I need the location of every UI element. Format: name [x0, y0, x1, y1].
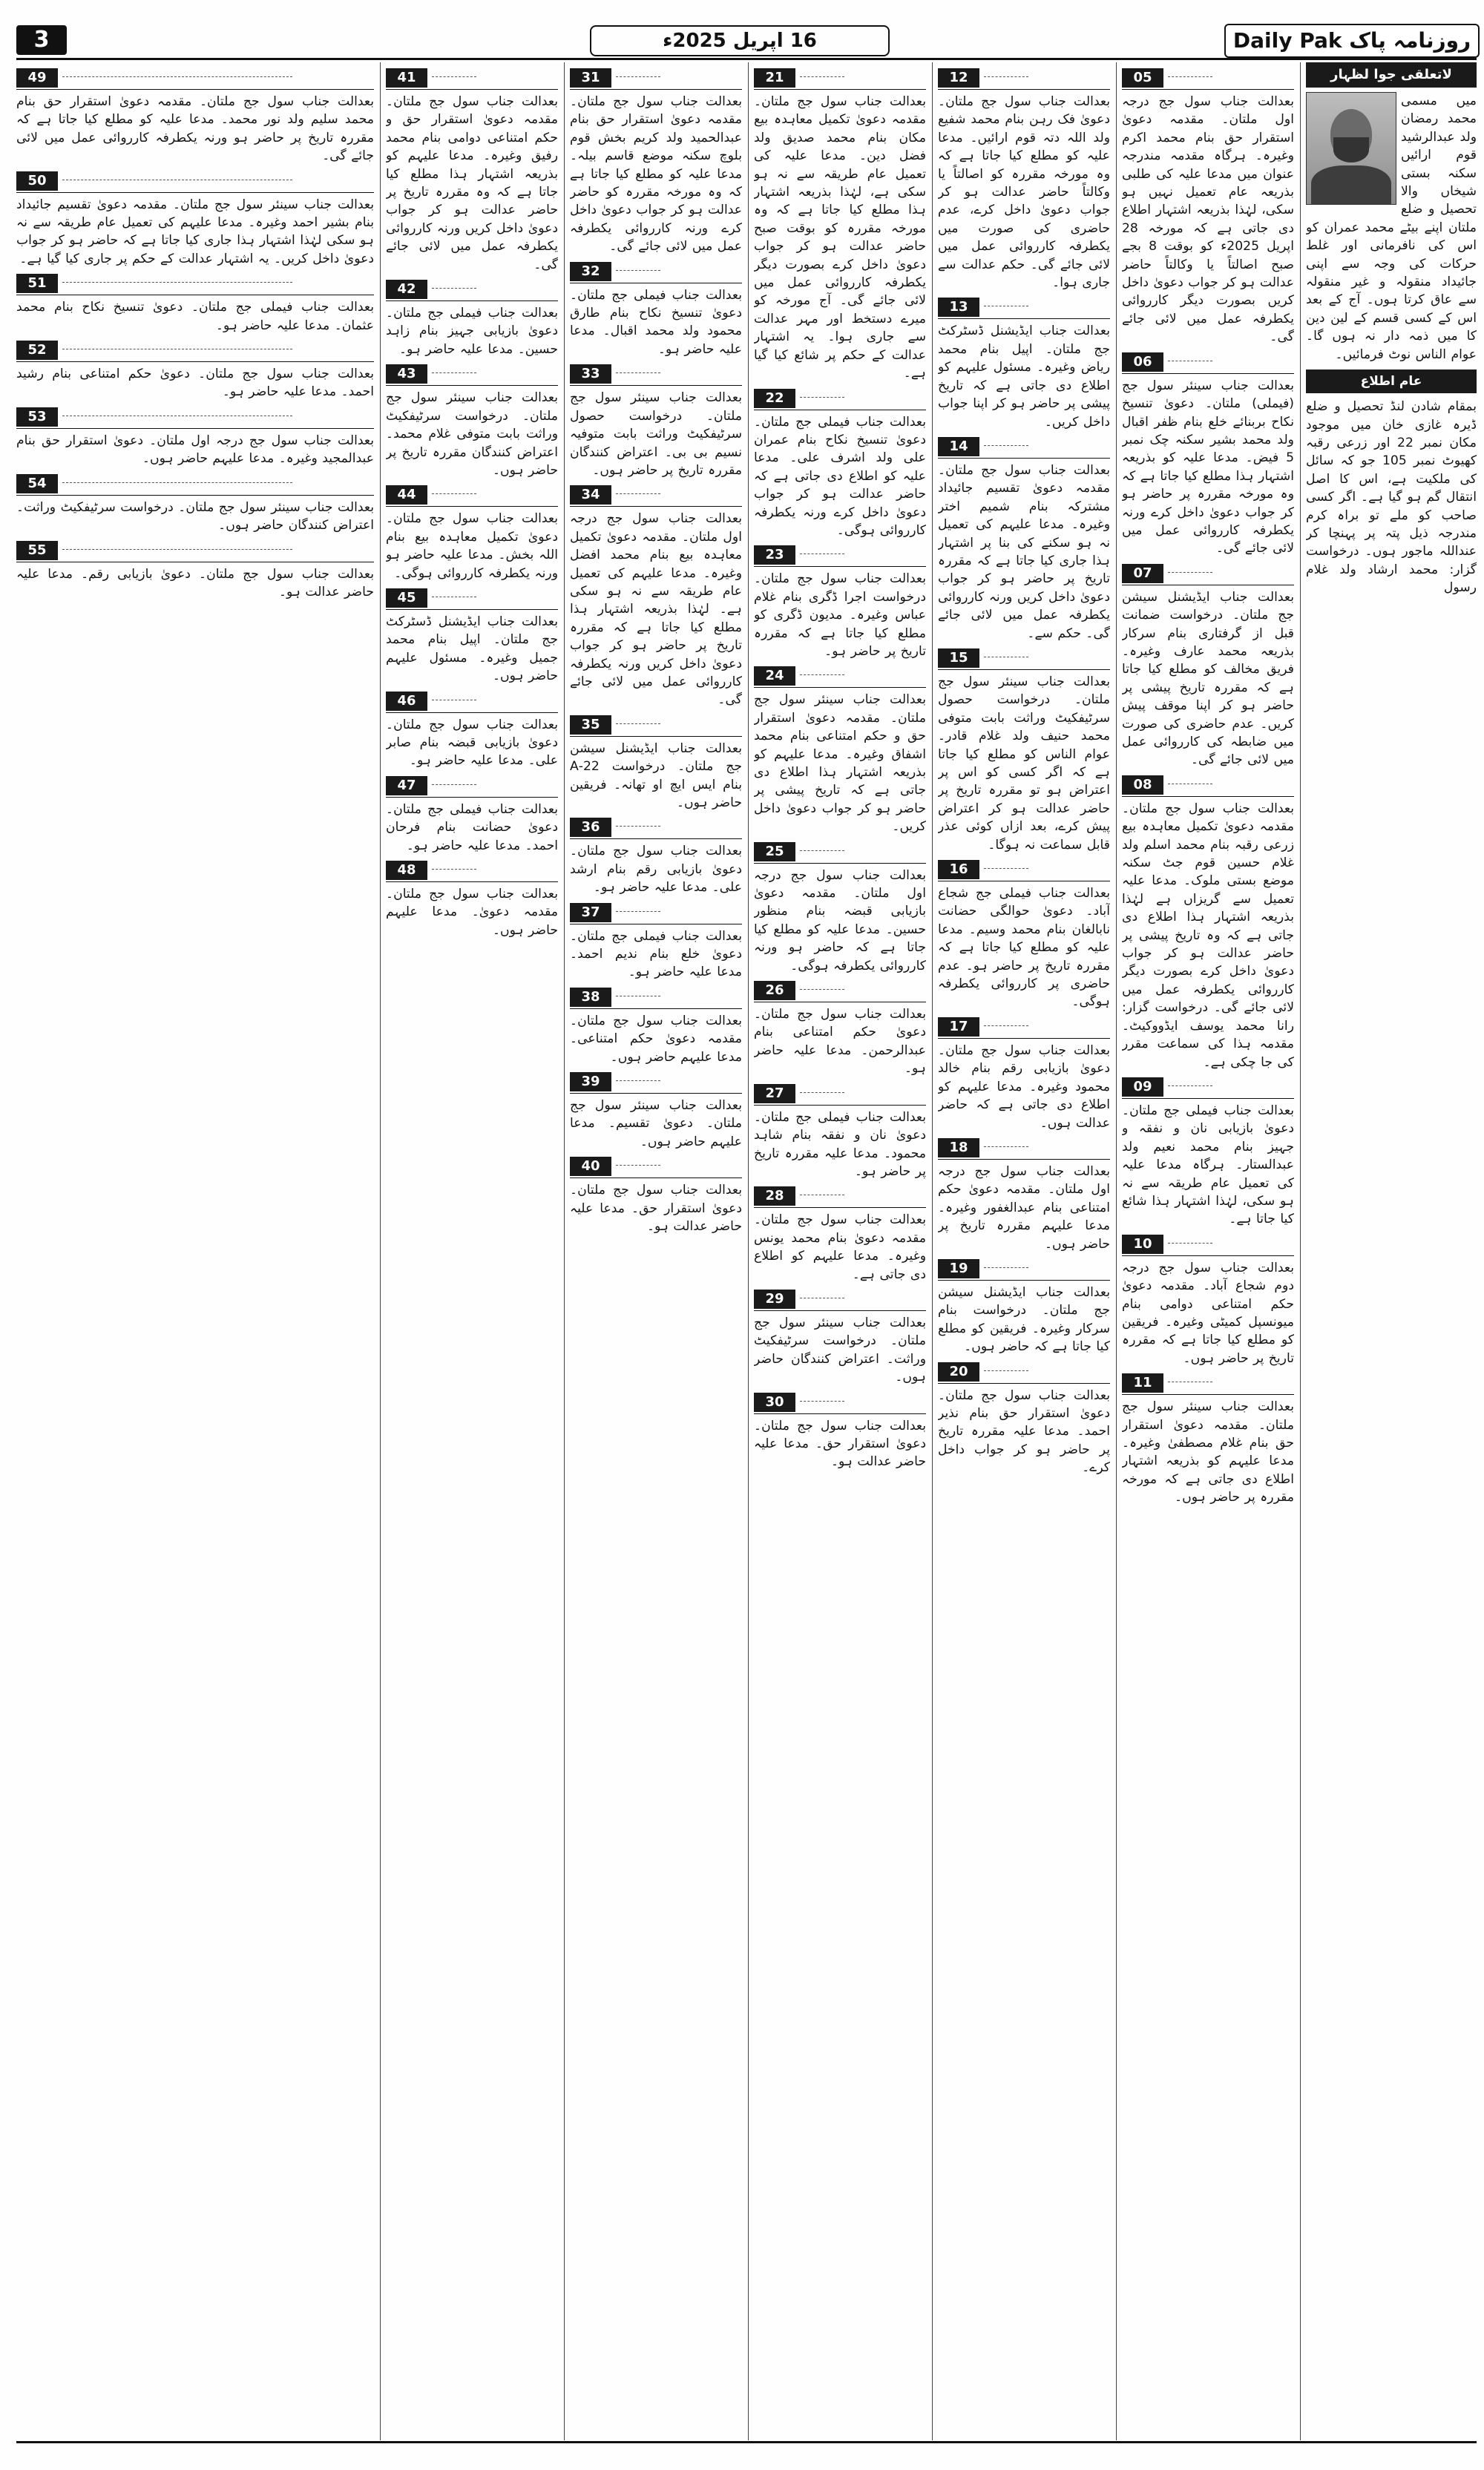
notice-header: [16, 473, 374, 496]
notice-text: بعدالت جناب فیملی جج ملتان۔ دعویٰ تنسیخ نکاح بنام طارق محمود ولد محمد اقبال۔ مدعا علیہ حاضر ہو۔: [570, 287, 742, 357]
notice-number: 33: [570, 364, 611, 384]
notice-block: [1122, 351, 1294, 558]
notice-header: [1122, 774, 1294, 797]
notice-number: 23: [754, 545, 795, 565]
notice-block: [570, 484, 742, 709]
header-dashes: [800, 76, 844, 77]
notice-text: بعدالت جناب سینئر سول جج ملتان۔ درخواست سرٹیفکیٹ وراثت۔ اعتراض کنندگان حاضر ہوں۔: [16, 499, 374, 533]
notice-text: بعدالت جناب فیملی جج شجاع آباد۔ دعویٰ حوالگی حضانت نابالغان بنام محمد وسیم۔ مدعا علیہ کو مطلع کیا جاتا ہے کہ مقررہ تاریخ پر حاضر ہو۔ عدم حاضری پر کارروائی یکطرفہ ہوگی۔: [938, 886, 1110, 1010]
notice-header: [386, 278, 558, 301]
notice-header: [754, 1288, 926, 1311]
header-dashes: [616, 826, 660, 827]
notice-header: [938, 1258, 1110, 1281]
header-dashes: [1168, 572, 1212, 573]
notice-header: [570, 1071, 742, 1094]
notice-block: [938, 1016, 1110, 1132]
notice-number: 27: [754, 1084, 795, 1103]
notice-header: [386, 67, 558, 90]
notice-block: [570, 986, 742, 1066]
notice-header: [938, 1137, 1110, 1160]
notice-block: [386, 587, 558, 686]
column-divider: [932, 62, 933, 2440]
sidebar-column: [1306, 62, 1477, 2440]
notice-header: [570, 714, 742, 737]
notice-header: [16, 339, 374, 362]
notice-number: 22: [754, 389, 795, 408]
header-dashes: [616, 76, 660, 77]
notice-text: بعدالت جناب سینئر سول جج (فیملی) ملتان۔ دعویٰ تنسیخ نکاح بربنائے خلع بنام ظفر اقبال ولد محمد بشیر سکنہ چک نمبر 5 فیض۔ مدعا علیہ کو بذریعہ اشتہار ہذا مطلع کیا جاتا ہے کہ وہ مورخہ مقررہ پر حاضر ہو کر جواب دعویٰ داخل کرے ورنہ یکطرفہ کارروائی عمل میں لائی جائے گی۔: [1122, 378, 1294, 556]
header-dashes: [62, 482, 292, 483]
header-dashes: [984, 445, 1028, 446]
notice-block: [570, 1071, 742, 1151]
header-dashes: [1168, 1085, 1212, 1086]
notice-text: بعدالت جناب سول جج ملتان۔ مقدمہ دعویٰ حکم امتناعی۔ مدعا علیہم حاضر ہوں۔: [570, 1013, 742, 1065]
header-dashes: [432, 869, 476, 870]
notice-number: 35: [570, 715, 611, 735]
notice-header: [570, 986, 742, 1009]
notice-block: [16, 272, 374, 335]
notice-block: [386, 690, 558, 770]
notice-number: 38: [570, 988, 611, 1007]
notice-header: [570, 67, 742, 90]
notice-number: 37: [570, 903, 611, 922]
column-6: [16, 62, 374, 2440]
notice-text: بمقام شادن لنڈ تحصیل و ضلع ڈیرہ غازی خان میں موجود مکان نمبر 22 اور زرعی رقبہ کھیوٹ نمبر 105 جو کہ سائل کی ملکیت ہے، اس کا اصل انتقال گم ہو گیا ہے۔ اگر کسی صاحب کو ملے تو براہ کرم مندرجہ ذیل پتہ پر پہنچا کر عنداللہ ماجور ہوں۔ درخواست گزار: محمد ارشاد ولد غلام رسول: [1306, 399, 1477, 596]
notice-number: 47: [386, 776, 427, 795]
notice-header: [1122, 67, 1294, 90]
notice-label: عام اطلاع: [1306, 369, 1477, 393]
notice-number: 07: [1122, 564, 1163, 583]
notice-block: [754, 1185, 926, 1284]
notice-text: بعدالت جناب سینئر سول جج ملتان۔ مقدمہ دعویٰ استقرار حق بنام غلام مصطفیٰ وغیرہ۔ مدعا علیہم کو بذریعہ اشتہار اطلاع دی جاتی ہے کہ مورخہ مقررہ پر حاضر ہوں۔: [1122, 1399, 1294, 1505]
page-number: 3: [16, 25, 67, 55]
notice-text: بعدالت جناب سول جج ملتان۔ مقدمہ دعویٰ تکمیل معاہدہ بیع مکان بنام محمد صدیق ولد فضل دین۔ مدعا علیہ کی تعمیل عام طریقہ سے نہ ہو سکی ہے، لہٰذا بذریعہ اشتہار ہذا مطلع کیا جاتا ہے کہ وہ مورخہ مقررہ کو بوقت صبح حاضر عدالت ہو کر جواب دعویٰ داخل کرے بصورت دیگر یکطرفہ کارروائی عمل میں لائی جائے گی۔ آج مورخہ کو میرے دستخط اور مہر عدالت سے جاری ہوا۔ یہ اشتہار عدالت کے حکم پر شائع کیا گیا ہے۔: [754, 94, 926, 381]
notice-text: بعدالت جناب سول جج ملتان۔ دعویٰ بازیابی رقم۔ مدعا علیہ حاضر عدالت ہو۔: [16, 566, 374, 600]
notice-block: [16, 539, 374, 602]
header-dashes: [432, 372, 476, 373]
notice-header: [570, 816, 742, 839]
page-header: [0, 0, 1484, 58]
notice-text: بعدالت جناب فیملی جج ملتان۔ دعویٰ حضانت بنام فرحان احمد۔ مدعا علیہ حاضر ہو۔: [386, 801, 558, 853]
notice-number: 51: [16, 274, 58, 293]
header-dashes: [616, 270, 660, 271]
notice-text: بعدالت جناب فیملی جج ملتان۔ دعویٰ تنسیخ نکاح بنام عمران علی ولد اشرف علی۔ مدعا علیہ کو اطلاع دی جاتی ہے کہ حاضر عدالت ہو کر جواب دعویٰ داخل کرے ورنہ یکطرفہ کارروائی ہوگی۔: [754, 414, 926, 538]
notice-header: [938, 647, 1110, 670]
header-dashes: [62, 76, 292, 77]
notice-number: 46: [386, 692, 427, 711]
portrait-photo: [1306, 92, 1396, 205]
notice-number: 53: [16, 407, 58, 427]
notice-block: [754, 665, 926, 835]
notice-header: [754, 1391, 926, 1414]
header-dashes: [1168, 1243, 1212, 1244]
notice-header: [16, 406, 374, 429]
notice-header: [570, 363, 742, 386]
notice-header: [386, 859, 558, 882]
notice-number: 54: [16, 474, 58, 493]
notice-text: بعدالت جناب فیملی جج ملتان۔ دعویٰ بازیابی جہیز بنام زاہد حسین۔ مدعا علیہ حاضر ہو۔: [386, 306, 558, 357]
notice-header: [570, 901, 742, 924]
notice-number: 41: [386, 68, 427, 88]
header-rule: [16, 58, 1477, 60]
header-dashes: [984, 76, 1028, 77]
header-dashes: [800, 1092, 844, 1093]
notice-number: 13: [938, 298, 979, 317]
column-divider: [748, 62, 749, 2440]
notice-text: بعدالت جناب سول جج ملتان۔ مقدمہ دعویٰ بنام محمد یونس وغیرہ۔ مدعا علیہم کو اطلاع دی جاتی ہے۔: [754, 1212, 926, 1282]
notice-block: [570, 260, 742, 359]
notice-text: بعدالت جناب سینئر سول جج ملتان۔ درخواست سرٹیفکیٹ وراثت۔ اعتراض کنندگان حاضر ہوں۔: [754, 1315, 926, 1385]
notice-text: بعدالت جناب سینئر سول جج ملتان۔ مقدمہ دعویٰ استقرار حق و حکم امتناعی بنام محمد اشفاق وغیرہ۔ مدعا علیہم کو بذریعہ اشتہار ہذا اطلاع دی جاتی ہے کہ تاریخ پیشی پر حاضر ہو کر جواب دعویٰ داخل کریں۔: [754, 692, 926, 835]
notice-header: [938, 858, 1110, 881]
notice-text: بعدالت جناب سول جج ملتان۔ مقدمہ دعویٰ استقرار حق بنام عبدالحمید ولد کریم بخش قوم بلوچ سکنہ موضع قاسم بیلہ۔ مدعا علیہ کو مطلع کیا جاتا ہے کہ وہ مورخہ مقررہ کو حاضر عدالت ہو کر جواب دعویٰ داخل کرے ورنہ کارروائی یکطرفہ عمل میں لائی جائے گی۔: [570, 94, 742, 254]
notice-header: [1122, 1233, 1294, 1256]
notice-text: بعدالت جناب سول جج درجہ اول ملتان۔ مقدمہ دعویٰ بازیابی قبضہ بنام منظور حسین۔ مدعا علیہ کو مطلع کیا جاتا ہے کہ حاضر ہو ورنہ کارروائی یکطرفہ ہوگی۔: [754, 867, 926, 973]
notice-header: [938, 67, 1110, 90]
notice-block: [754, 67, 926, 383]
notice-header: [570, 484, 742, 507]
notice-header: [16, 170, 374, 193]
header-dashes: [432, 493, 476, 494]
notice-number: 18: [938, 1138, 979, 1157]
notice-number: 29: [754, 1290, 795, 1309]
notice-number: 15: [938, 648, 979, 668]
notice-number: 43: [386, 364, 427, 384]
notice-block: [1122, 1233, 1294, 1367]
notice-text: بعدالت جناب سول جج ملتان۔ مقدمہ دعویٰ تقسیم جائیداد مشترکہ بنام شمیم اختر وغیرہ۔ مدعا علیہم کی تعمیل نہ ہو سکنے کی بنا پر اشتہار ہذا جاری کیا جاتا ہے کہ مقررہ تاریخ پر حاضر ہو کر جواب دعویٰ داخل کریں ورنہ کارروائی یکطرفہ عمل میں لائی جائے گی۔ حکم سے۔: [938, 462, 1110, 641]
column-5: [386, 62, 558, 2440]
notice-block: [386, 775, 558, 855]
notice-block: [754, 387, 926, 540]
header-dashes: [616, 1080, 660, 1081]
notice-header: [754, 1083, 926, 1106]
notice-text: بعدالت جناب سول جج درجہ اول ملتان۔ مقدمہ دعویٰ حکم امتناعی بنام عبدالغفور وغیرہ۔ مدعا علیہم مقررہ تاریخ پر حاضر ہوں۔: [938, 1163, 1110, 1252]
notice-header: [754, 1185, 926, 1208]
notice-block: [754, 1288, 926, 1387]
notice-text: بعدالت جناب سول جج ملتان۔ دعویٰ استقرار حق۔ مدعا علیہ حاضر عدالت ہو۔: [570, 1183, 742, 1235]
notice-number: 09: [1122, 1077, 1163, 1097]
notice-header: [754, 387, 926, 410]
header-dashes: [800, 397, 844, 398]
notice-text: بعدالت جناب فیملی جج ملتان۔ دعویٰ تنسیخ نکاح بنام محمد عثمان۔ مدعا علیہ حاضر ہو۔: [16, 300, 374, 333]
notice-number: 42: [386, 280, 427, 299]
notice-block: [16, 67, 374, 165]
notice-block: [386, 484, 558, 582]
masthead: روزنامہ پاک Daily Pak: [1224, 24, 1480, 58]
notice-text: بعدالت جناب سینئر سول جج ملتان۔ درخواست حصول سرٹیفکیٹ وراثت بابت متوفی محمد حنیف ولد غلام قادر۔ عوام الناس کو مطلع کیا جاتا ہے کہ اگر کسی کو اس پر اعتراض ہو تو مقررہ تاریخ پر حاضر عدالت ہو کر اعتراض پیش کرے، بعد ازاں کوئی عذر قابل سماعت نہ ہوگا۔: [938, 674, 1110, 853]
notice-text: بعدالت جناب سول جج ملتان۔ دعویٰ استقرار حق۔ مدعا علیہ حاضر عدالت ہو۔: [754, 1418, 926, 1470]
notice-text: بعدالت جناب سول جج ملتان۔ دعویٰ بازیابی رقم بنام خالد محمود وغیرہ۔ مدعا علیہم کو اطلاع دی جاتی ہے کہ حاضر عدالت ہوں۔: [938, 1042, 1110, 1131]
notice-number: 14: [938, 437, 979, 456]
notice-text: بعدالت جناب سینئر سول جج ملتان۔ درخواست حصول سرٹیفکیٹ وراثت بابت متوفیہ نسیم بی بی۔ اعتراض کنندگان مقررہ تاریخ پر حاضر ہوں۔: [570, 390, 742, 478]
header-dashes: [616, 723, 660, 724]
header-dashes: [616, 493, 660, 494]
notice-block: [938, 1258, 1110, 1356]
notice-number: 10: [1122, 1235, 1163, 1254]
notice-number: 40: [570, 1157, 611, 1176]
notice-text: بعدالت جناب ایڈیشنل ڈسٹرکٹ جج ملتان۔ اپیل بنام محمد ریاض وغیرہ۔ مسئول علیہم کو اطلاع دی جاتی ہے کہ تاریخ پیشی پر حاضر ہو کر اپنا جواب داخل کریں۔: [938, 323, 1110, 430]
notice-block: [1122, 562, 1294, 769]
notice-text: بعدالت جناب فیملی جج ملتان۔ دعویٰ نان و نفقہ بنام شاہد محمود۔ مدعا علیہ مقررہ تاریخ پر حاضر ہو۔: [754, 1109, 926, 1179]
column-3: [754, 62, 926, 2440]
notice-header: [570, 260, 742, 283]
notice-number: 19: [938, 1259, 979, 1278]
header-dashes: [616, 911, 660, 912]
notice-block: [570, 67, 742, 256]
notice-number: 50: [16, 171, 58, 191]
notice-block: [386, 363, 558, 479]
notice-block: [754, 979, 926, 1078]
notice-number: 39: [570, 1072, 611, 1091]
notice-header: [16, 67, 374, 90]
header-dashes: [616, 1165, 660, 1166]
notice-number: 11: [1122, 1373, 1163, 1393]
notice-header: [1122, 562, 1294, 585]
column-4: [570, 62, 742, 2440]
notice-text: بعدالت جناب ایڈیشنل ڈسٹرکٹ جج ملتان۔ اپیل بنام محمد جمیل وغیرہ۔ مسئول علیہم حاضر ہوں۔: [386, 614, 558, 684]
notice-number: 34: [570, 485, 611, 505]
notice-text: بعدالت جناب سول جج ملتان۔ دعویٰ بازیابی رقم بنام ارشد علی۔ مدعا علیہ حاضر ہو۔: [570, 844, 742, 896]
notice-text: بعدالت جناب سول جج ملتان۔ دعویٰ تکمیل معاہدہ بیع بنام اللہ بخش۔ مدعا علیہ حاضر ہو ورنہ یکطرفہ کارروائی ہوگی۔: [386, 511, 558, 581]
notice-number: 44: [386, 485, 427, 505]
notice-block: [570, 816, 742, 896]
notice-block: [570, 363, 742, 479]
issue-date: 16 اپریل 2025ء: [590, 25, 890, 56]
notice-text: بعدالت جناب سول جج ملتان۔ مقدمہ دعویٰ استقرار حق و حکم امتناعی دوامی بنام محمد رفیق وغیرہ۔ مدعا علیہم کو بذریعہ اشتہار ہذا مطلع کیا جاتا ہے کہ وہ مقررہ تاریخ پر حاضر عدالت ہو کر جواب دعویٰ داخل کریں ورنہ کارروائی یکطرفہ عمل میں لائی جائے گی۔: [386, 94, 558, 272]
notice-text: بعدالت جناب فیملی جج ملتان۔ دعویٰ بازیابی نان و نفقہ و جہیز بنام محمد نعیم ولد عبدالستار۔ ہرگاہ مدعا علیہ کی تعمیل عام طریقہ سے نہ ہو سکی، لہٰذا اشتہار ہذا شائع کیا جاتا ہے۔: [1122, 1103, 1294, 1227]
notice-header: [386, 587, 558, 610]
header-dashes: [800, 1401, 844, 1402]
column-divider: [1300, 62, 1301, 2440]
column-divider: [1116, 62, 1117, 2440]
notice-number: 48: [386, 861, 427, 880]
notice-header: [386, 690, 558, 713]
footer-rule: [16, 2441, 1477, 2443]
notice-block: [16, 473, 374, 535]
header-dashes: [800, 989, 844, 990]
notice-header: [570, 1155, 742, 1178]
header-dashes: [800, 850, 844, 851]
notice-text: بعدالت جناب سول جج ملتان۔ مقدمہ دعویٰ استقرار حق بنام محمد سلیم ولد نور محمد۔ مدعا علیہ کو مطلع کیا جاتا ہے کہ مقررہ تاریخ پر حاضر ہو ورنہ یکطرفہ کارروائی عمل میں لائی جائے گی۔: [16, 94, 374, 164]
notice-number: 25: [754, 842, 795, 861]
notice-number: 49: [16, 68, 58, 88]
column-1: [1122, 62, 1294, 2440]
notice-block: [754, 544, 926, 660]
notice-block: [754, 841, 926, 975]
header-dashes: [432, 784, 476, 785]
notice-header: [754, 979, 926, 1002]
notice-number: 08: [1122, 775, 1163, 795]
column-divider: [564, 62, 565, 2440]
notice-block: [938, 296, 1110, 430]
notice-number: 21: [754, 68, 795, 88]
notice-block: [754, 1391, 926, 1471]
notice-header: [938, 436, 1110, 459]
notice-header: [938, 296, 1110, 319]
notice-header: [754, 841, 926, 864]
header-dashes: [984, 1146, 1028, 1147]
notice-text: بعدالت جناب ایڈیشنل سیشن جج ملتان۔ درخواست ضمانت قبل از گرفتاری بنام سرکار بذریعہ محمد عارف وغیرہ۔ فریق مخالف کو مطلع کیا جاتا ہے کہ مقررہ تاریخ پیشی پر حاضر ہو کر اپنا موقف پیش کریں۔ عدم حاضری کی صورت میں ضابطہ کی کارروائی عمل میں لائی جائے گی۔: [1122, 589, 1294, 768]
header-dashes: [984, 1370, 1028, 1371]
notice-block: [938, 1137, 1110, 1253]
notice-block: [938, 436, 1110, 643]
notice-number: 17: [938, 1017, 979, 1037]
notice-text: بعدالت جناب سول جج ملتان۔ دعویٰ فک رہن بنام محمد شفیع ولد اللہ دتہ قوم ارائیں۔ مدعا علیہ کو مطلع کیا جاتا ہے کہ وہ مورخہ مقررہ کو اصالتاً یا وکالتاً حاضر عدالت ہو کر جواب دعویٰ داخل کرے، عدم حاضری کی صورت میں یکطرفہ کارروائی عمل میں لائی جائے گی۔ حکم عدالت سے جاری ہوا۔: [938, 94, 1110, 291]
notice-block: [754, 1083, 926, 1181]
notice-number: 52: [16, 341, 58, 360]
sidebar-text: میں مسمی محمد رمضان ولد عبدالرشید قوم ارائیں سکنہ بستی شیخاں والا تحصیل و ضلع ملتان اپنے بیٹے محمد عمران کو اس کی نافرمانی اور غلط حرکات کی وجہ سے اپنی جائیداد منقولہ و غیر منقولہ سے عاق کرتا ہوں۔ آج کے بعد اس کے کسی قسم کے لین دین کا میں ذمہ دار نہ ہوں گا۔ عوام الناس نوٹ فرمائیں۔: [1306, 93, 1477, 362]
notice-header: [386, 363, 558, 386]
notice-block: [16, 170, 374, 269]
notice-block: [938, 67, 1110, 292]
notice-header: [1122, 351, 1294, 374]
notice-header: [754, 544, 926, 567]
notice-block: [938, 647, 1110, 854]
notice-text: بعدالت جناب سول جج ملتان۔ دعویٰ حکم امتناعی بنام رشید احمد۔ مدعا علیہ حاضر ہو۔: [16, 367, 374, 400]
notice-text: بعدالت جناب سول جج درجہ دوم شجاع آباد۔ مقدمہ دعویٰ حکم امتناعی دوامی بنام میونسپل کمیٹی وغیرہ۔ فریقین کو مطلع کیا جاتا ہے کہ مقررہ تاریخ پر حاضر ہوں۔: [1122, 1260, 1294, 1366]
notice-block: [1122, 1372, 1294, 1506]
notice-block: [570, 901, 742, 982]
notice-text: بعدالت جناب سینئر سول جج ملتان۔ مقدمہ دعویٰ تقسیم جائیداد بنام بشیر احمد وغیرہ۔ مدعا علیہم کی تعمیل عام طریقہ سے نہ ہو سکی لہٰذا اشتہار ہذا جاری کیا جاتا ہے کہ حاضر ہو کر جواب دعویٰ داخل کریں۔ یہ اشتہار عدالت کے حکم پر جاری کیا گیا ہے۔: [16, 197, 374, 266]
notice-header: [938, 1016, 1110, 1039]
notice-block: [938, 1361, 1110, 1477]
notice-text: بعدالت جناب سول جج ملتان۔ مقدمہ دعویٰ تکمیل معاہدہ بیع زرعی رقبہ بنام محمد اسلم ولد غلام حسین قوم جٹ سکنہ موضع بستی ملوک۔ مدعا علیہ تعمیل سے گریزاں ہے لہٰذا بذریعہ اشتہار ہذا اطلاع دی جاتی ہے کہ وہ تاریخ پیشی پر حاضر عدالت ہو کر جواب دعویٰ داخل کرے بصورت دیگر کارروائی یکطرفہ عمل میں لائی جائے گی۔ درخواست گزار: رانا محمد یوسف ایڈووکیٹ۔ مقدمہ ہذا کی سماعت مقرر کی جا چکی ہے۔: [1122, 801, 1294, 1070]
sidebar-title: لاتعلقی جوا لظہار: [1306, 62, 1477, 88]
notice-block: [570, 714, 742, 812]
notice-text: بعدالت جناب سول جج درجہ اول ملتان۔ دعویٰ استقرار حق بنام عبدالمجید وغیرہ۔ مدعا علیہم حاضر ہوں۔: [16, 433, 374, 467]
column-divider: [380, 62, 381, 2440]
header-dashes: [62, 282, 292, 283]
header-dashes: [616, 372, 660, 373]
notice-text: بعدالت جناب سول جج درجہ اول ملتان۔ مقدمہ دعویٰ تکمیل معاہدہ بیع بنام محمد افضل وغیرہ۔ مدعا علیہم کی تعمیل عام طریقہ سے نہ ہو سکی ہے۔ لہٰذا بذریعہ اشتہار ہذا مطلع کیا جاتا ہے کہ مقررہ تاریخ پر حاضر ہو کر جواب دعویٰ داخل کریں ورنہ یکطرفہ کارروائی عمل میں لائی جائے گی۔: [570, 511, 742, 708]
notice-block: [570, 1155, 742, 1235]
header-dashes: [432, 76, 476, 77]
header-dashes: [1168, 76, 1212, 77]
notice-text: بعدالت جناب سول جج درجہ اول ملتان۔ مقدمہ دعویٰ استقرار حق بنام محمد اکرم وغیرہ۔ ہرگاہ مقدمہ مندرجہ عنوان میں مدعا علیہ کی طلبی بذریعہ عام تعمیل نہیں ہو سکی، لہٰذا بذریعہ اشتہار اطلاع دی جاتی ہے کہ مورخہ 28 اپریل 2025ء کو بوقت 8 بجے صبح اصالتاً یا وکالتاً حاضر عدالت ہو کر جواب دعویٰ داخل کریں بصورت دیگر کارروائی یکطرفہ عمل میں لائی جائے گی۔: [1122, 94, 1294, 345]
header-dashes: [432, 288, 476, 289]
notice-text: بعدالت جناب سول جج ملتان۔ دعویٰ بازیابی قبضہ بنام صابر علی۔ مدعا علیہ حاضر ہو۔: [386, 717, 558, 769]
notice-text: بعدالت جناب سینئر سول جج ملتان۔ دعویٰ تقسیم۔ مدعا علیہم حاضر ہوں۔: [570, 1098, 742, 1149]
notice-block: [386, 278, 558, 358]
notice-block: [1122, 67, 1294, 346]
notice-text: بعدالت جناب سول جج ملتان۔ درخواست اجرا ڈگری بنام غلام عباس وغیرہ۔ مدیون ڈگری کو مطلع کیا جاتا ہے کہ مقررہ تاریخ پر حاضر ہو۔: [754, 571, 926, 659]
notice-header: [16, 539, 374, 562]
notice-text: بعدالت جناب ایڈیشنل سیشن جج ملتان۔ درخواست بنام سرکار وغیرہ۔ فریقین کو مطلع کیا جاتا ہے کہ حاضر ہوں۔: [938, 1284, 1110, 1355]
notice-number: 32: [570, 262, 611, 281]
notice-number: 31: [570, 68, 611, 88]
notice-number: 05: [1122, 68, 1163, 88]
notice-header: [386, 775, 558, 798]
notice-number: 55: [16, 541, 58, 560]
header-dashes: [984, 868, 1028, 869]
notice-header: [754, 665, 926, 688]
header-dashes: [984, 1267, 1028, 1268]
notice-header: [16, 272, 374, 295]
notice-block: [1122, 774, 1294, 1071]
notice-text: بعدالت جناب سول جج ملتان۔ دعویٰ حکم امتناعی بنام عبدالرحمن۔ مدعا علیہ حاضر ہو۔: [754, 1007, 926, 1077]
notice-header: [1122, 1076, 1294, 1099]
notice-number: 28: [754, 1186, 795, 1206]
notice-block: [16, 339, 374, 401]
notice-block: [386, 859, 558, 939]
notice-block: [16, 406, 374, 468]
notice-text: بعدالت جناب سینئر سول جج ملتان۔ درخواست سرٹیفکیٹ وراثت بابت متوفی غلام محمد۔ اعتراض کنندگان مقررہ تاریخ پر حاضر ہوں۔: [386, 390, 558, 478]
notice-number: 24: [754, 666, 795, 686]
notice-number: 16: [938, 860, 979, 879]
notice-text: بعدالت جناب ایڈیشنل سیشن جج ملتان۔ درخواست 22-A بنام ایس ایچ او تھانہ۔ فریقین حاضر ہوں۔: [570, 740, 742, 810]
notice-header: [754, 67, 926, 90]
notice-block: [386, 67, 558, 274]
notice-number: 30: [754, 1393, 795, 1412]
notice-text: بعدالت جناب سول جج ملتان۔ دعویٰ استقرار حق بنام نذیر احمد۔ مدعا علیہ مقررہ تاریخ پر حاضر ہو کر جواب داخل کرے۔: [938, 1387, 1110, 1476]
notice-block: [1122, 1076, 1294, 1229]
header-dashes: [800, 674, 844, 675]
header-dashes: [984, 1025, 1028, 1026]
notice-number: 12: [938, 68, 979, 88]
notice-number: 06: [1122, 352, 1163, 372]
notice-header: [1122, 1372, 1294, 1395]
notice-number: 36: [570, 818, 611, 837]
column-2: [938, 62, 1110, 2440]
notice-number: 45: [386, 588, 427, 608]
notice-text: بعدالت جناب سول جج ملتان۔ مقدمہ دعویٰ۔ مدعا علیہم حاضر ہوں۔: [386, 887, 558, 938]
notice-block: [938, 858, 1110, 1011]
notice-number: 26: [754, 981, 795, 1000]
notice-header: [938, 1361, 1110, 1384]
notice-number: 20: [938, 1362, 979, 1382]
header-dashes: [62, 549, 292, 550]
notice-header: [386, 484, 558, 507]
notice-text: بعدالت جناب فیملی جج ملتان۔ دعویٰ خلع بنام ندیم احمد۔ مدعا علیہ حاضر ہو۔: [570, 928, 742, 980]
